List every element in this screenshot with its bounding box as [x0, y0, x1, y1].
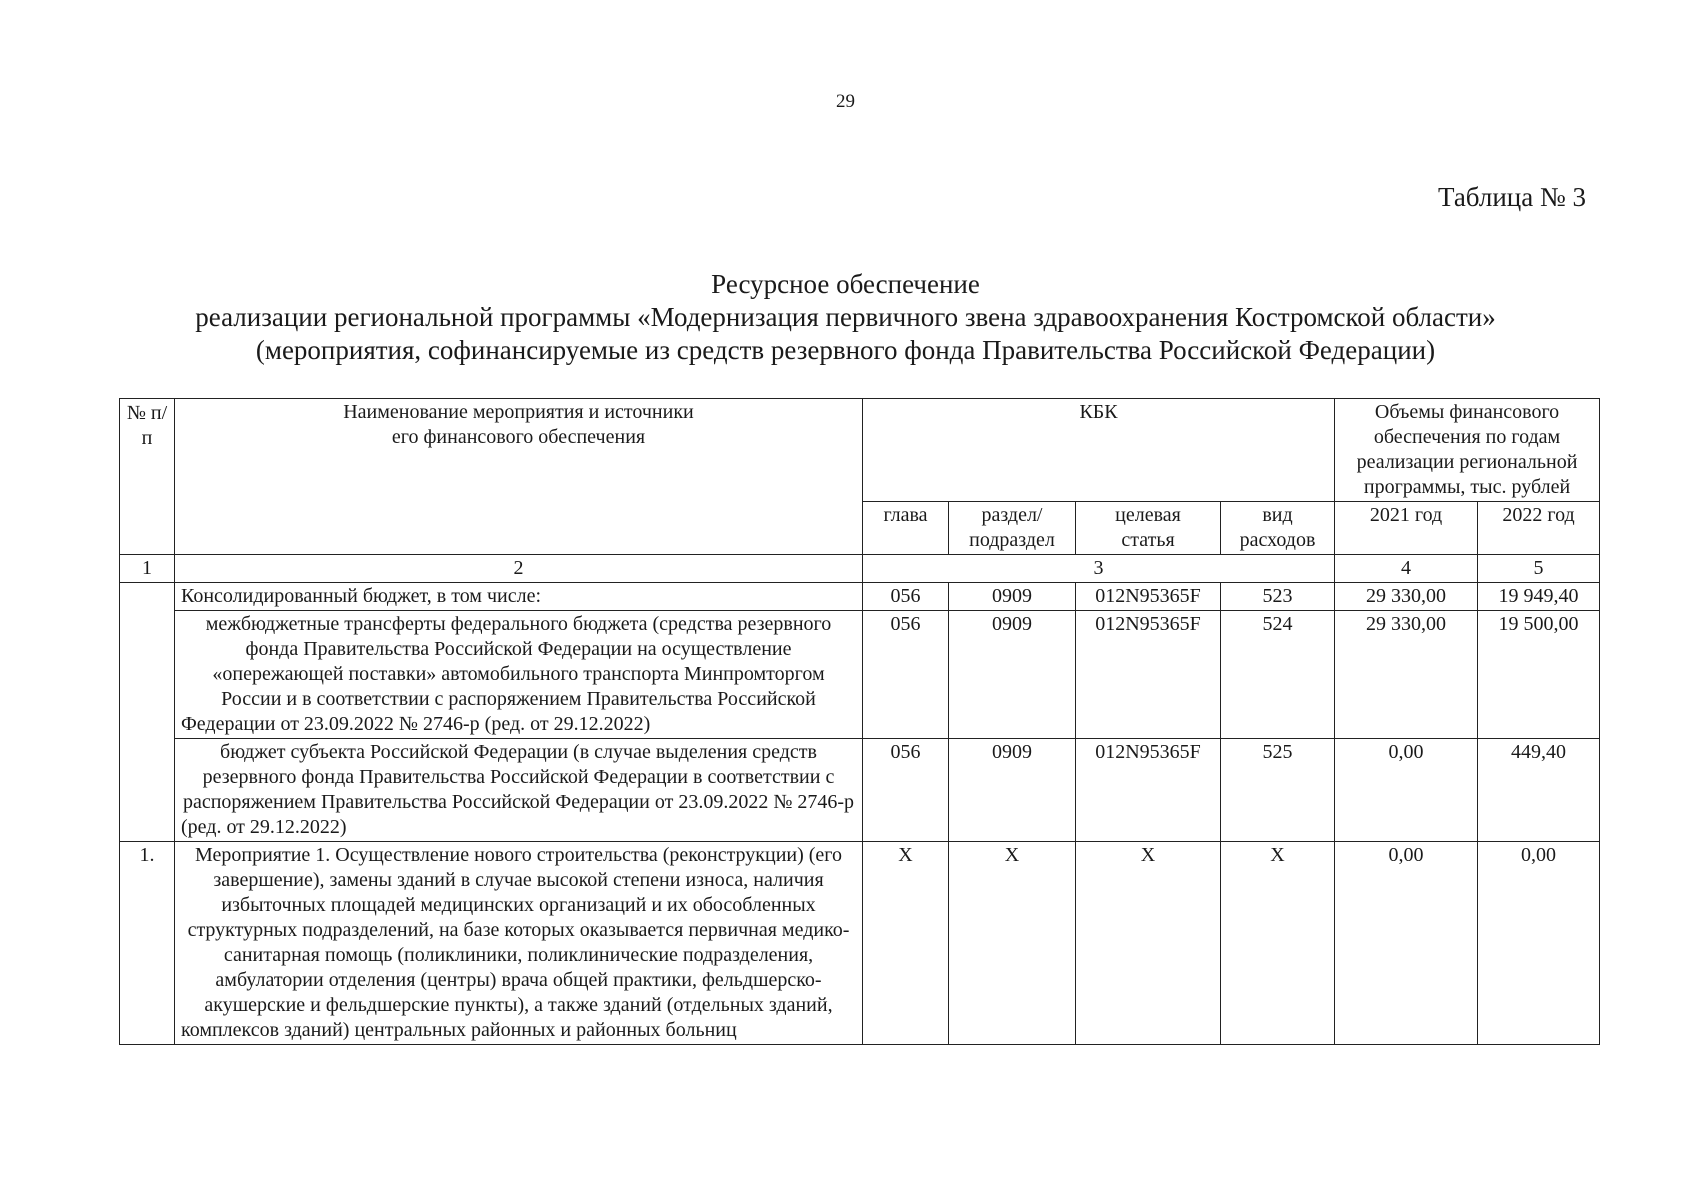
row-name: Мероприятие 1. Осуществление нового строительства (реконструкции) (его завершение), замены зданий в случае высокой степени износа, наличия избыточных площадей медицинских организаций и их обособленных структурных подразделений, на базе которых оказывается первичная медико-санитарная помощь (поликлиники, поликлинические подразделения, амбулатории отделения (центры) врача общей практики, фельдшерско-акушерские и фельдшерские пункты), а также зданий (отдельных зданий, комплексов зданий) центральных районных и районных больниц	[175, 842, 863, 1045]
header-statya	[1076, 502, 1221, 555]
row-name: Консолидированный бюджет, в том числе:	[175, 583, 863, 611]
title-line-3: (мероприятия, софинансируемые из средств резервного фонда Правительства Российской Федерации)	[255, 335, 1436, 365]
header-2022: 2022 год	[1478, 502, 1600, 555]
row-glava: Х	[863, 842, 949, 1045]
row-statya: 012N95365F	[1076, 611, 1221, 739]
row-vid: 523	[1221, 583, 1335, 611]
row-statya: 012N95365F	[1076, 583, 1221, 611]
row-num	[120, 583, 175, 842]
table-row	[120, 583, 1600, 611]
header-volumes: Объемы финансового обеспечения по годам реализации региональной программы, тыс. рублей	[1335, 399, 1600, 502]
row-razdel: 0909	[949, 583, 1076, 611]
table-row	[120, 611, 1600, 739]
row-glava: 056	[863, 583, 949, 611]
row-vid: 524	[1221, 611, 1335, 739]
header-statya-text: целевая статья	[1115, 504, 1181, 551]
row-statya: Х	[1076, 842, 1221, 1045]
column-numbers-row	[120, 555, 1600, 583]
row-name: межбюджетные трансферты федерального бюджета (средства резервного фонда Правительства Российской Федерации на осуществление «опережающей поставки» автомобильного транспорта Минпромторгом России и в соответствии с распоряжением Правительства Российской Федерации от 23.09.2022 № 2746-р (ред. от 29.12.2022)	[175, 611, 863, 739]
row-2022: 19 500,00	[1478, 611, 1600, 739]
col-number-1: 1	[120, 555, 175, 583]
header-num: № п/п	[120, 399, 175, 555]
table-label: Таблица № 3	[1438, 182, 1586, 212]
row-statya: 012N95365F	[1076, 739, 1221, 842]
row-vid: 525	[1221, 739, 1335, 842]
table-row	[120, 842, 1600, 1045]
header-name-text: Наименование мероприятия и источники его финансового обеспечения	[343, 401, 694, 448]
col-number-2: 2	[175, 555, 863, 583]
row-2021: 29 330,00	[1335, 583, 1478, 611]
title-line-2: реализации региональной программы «Модернизация первичного звена здравоохранения Костромской области»	[195, 302, 1496, 332]
header-vid-text: вид расходов	[1239, 504, 1316, 551]
row-glava: 056	[863, 739, 949, 842]
col-number-3: 3	[863, 555, 1335, 583]
resource-table	[119, 398, 1600, 1045]
table-row	[120, 739, 1600, 842]
row-vid: Х	[1221, 842, 1335, 1045]
header-2021: 2021 год	[1335, 502, 1478, 555]
header-name	[175, 399, 863, 555]
header-row-1	[120, 399, 1600, 502]
row-razdel: 0909	[949, 611, 1076, 739]
col-number-5: 5	[1478, 555, 1600, 583]
row-2021: 0,00	[1335, 739, 1478, 842]
row-glava: 056	[863, 611, 949, 739]
header-vid	[1221, 502, 1335, 555]
row-2022: 19 949,40	[1478, 583, 1600, 611]
row-2021: 0,00	[1335, 842, 1478, 1045]
document-title	[0, 268, 1691, 367]
row-razdel: 0909	[949, 739, 1076, 842]
header-kbk: КБК	[863, 399, 1335, 502]
row-name: бюджет субъекта Российской Федерации (в случае выделения средств резервного фонда Правительства Российской Федерации в соответствии с распоряжением Правительства Российской Федерации от 23.09.2022 № 2746-р (ред. от 29.12.2022)	[175, 739, 863, 842]
row-razdel: Х	[949, 842, 1076, 1045]
header-glava: глава	[863, 502, 949, 555]
row-2022: 449,40	[1478, 739, 1600, 842]
row-2021: 29 330,00	[1335, 611, 1478, 739]
row-2022: 0,00	[1478, 842, 1600, 1045]
header-razdel: раздел/ подраздел	[949, 502, 1076, 555]
title-line-1: Ресурсное обеспечение	[711, 269, 980, 299]
page-number: 29	[836, 91, 855, 112]
col-number-4: 4	[1335, 555, 1478, 583]
row-num: 1.	[120, 842, 175, 1045]
